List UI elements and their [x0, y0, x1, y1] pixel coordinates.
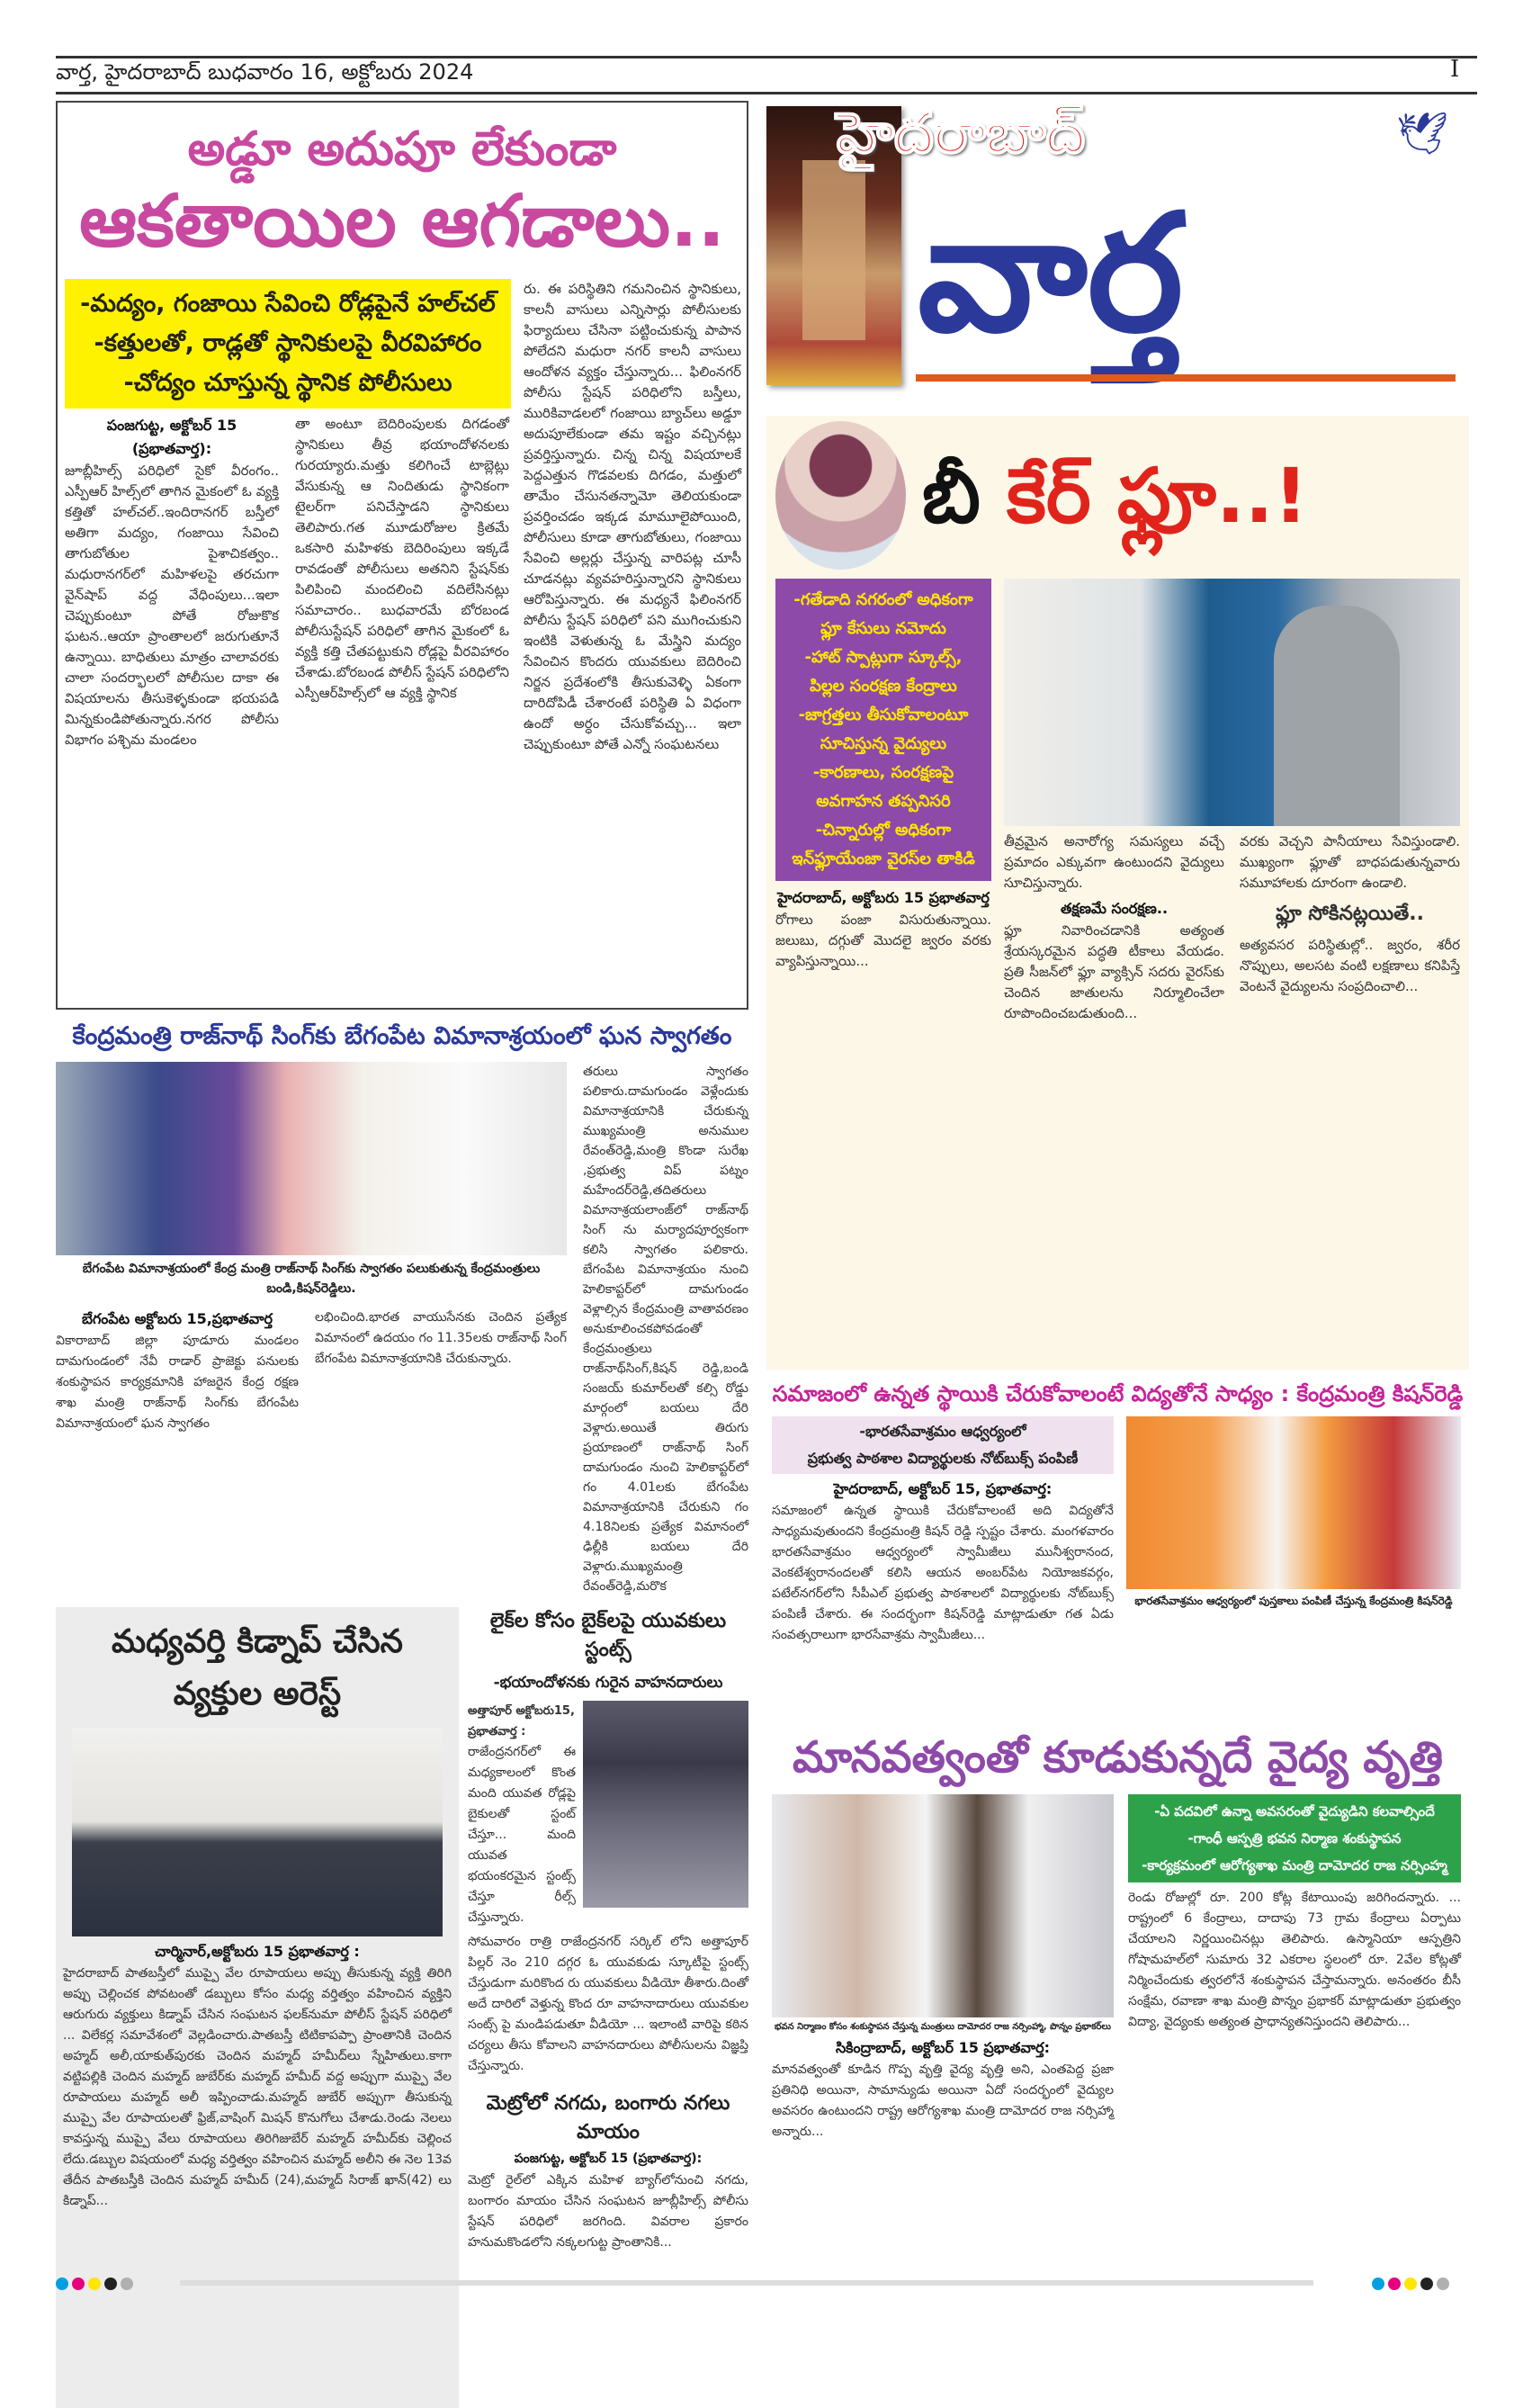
lead-body-row [65, 414, 511, 754]
rajnath-dateline: బేగంపేట అక్టోబరు 15,ప్రభాతవార్త [81, 1310, 273, 1327]
lead-kicker: అడ్డూ అదుపూ లేకుండా [187, 122, 617, 176]
rajnath-body-text: లభించింది.భారత వాయుసేనకు చెందిన ప్రత్యేక విమానంలో ఉదయం గం 11.35లకు రాజ్‌నాథ్ సింగ్ బేగంపేట విమానాశ్రయానికి చేరుకున్నారు. [315, 1310, 567, 1366]
stunt-dateline: అత్తాపూర్ అక్టోబరు15, ప్రభాతవార్త : [468, 1704, 575, 1739]
lead-highlight: -మద్యం, గంజాయి సేవించి రోడ్లపైనే హల్‌చల్ [80, 290, 496, 318]
masthead-underline [916, 374, 1456, 382]
flu-col-1 [775, 886, 991, 975]
flu-col-3 [1240, 831, 1460, 1001]
dove-icon: 🕊 [1396, 109, 1449, 157]
reg-dot [1420, 2278, 1433, 2290]
left-column [56, 101, 748, 2408]
medical-highlight: -కార్యక్రమంలో ఆరోగ్యశాఖ మంత్రి దామోదర రాజ నర్సింహ్మ [1142, 1857, 1447, 1873]
reg-dot [56, 2278, 68, 2290]
medical-photo-caption: భవన నిర్మాణం కోసం శంకుస్థాపన చేస్తున్న మంత్రులు దామోదర రాజ నర్సింహ్మా, పొన్నం ప్రభాకర్‌లు [775, 2022, 1111, 2032]
flu-col-b [1004, 579, 1460, 1028]
flu-highlight: ఫ్లూ కేసులు నమోదు [820, 619, 946, 638]
kishan-right [1126, 1416, 1461, 1609]
kidnap-dateline: చార్మినార్,అక్టోబరు 15 ప్రభాతవార్త : [155, 1943, 360, 1960]
metro-headline: మెట్రోలో నగదు, బంగారు నగలు మాయం [486, 2092, 730, 2143]
metro-dateline: పంజగుట్ట, అక్టోబర్ 15 (ప్రభాతవార్త): [514, 2152, 703, 2166]
reg-dot [121, 2278, 133, 2290]
flu-headline [922, 451, 1308, 541]
lead-story-box [56, 101, 748, 1010]
flu-woman-sofa-photo [1004, 579, 1460, 826]
lead-col-3 [524, 279, 741, 759]
flu-body-text: ఫ్లూ నివారించడానికి అత్యంత శ్రేయస్కరమైన పద్ధతి టీకాలు వేయడం. ప్రతి సీజన్‌లో ఫ్లూ వ్యాక్సిన్ సదరు వైరస్‌కు చెందిన జాతులను నిర్మూలించేలా రూపొందించబడుతుంది... [1004, 922, 1224, 1021]
reg-dot [1388, 2278, 1401, 2290]
reg-dot [88, 2278, 101, 2290]
stunt-headline: లైక్‌ల కోసం బైక్‌లపై యువకులు స్టంట్స్ [489, 1610, 727, 1661]
reg-dot [104, 2278, 117, 2290]
rajnath-photo-caption: బేగంపేట విమానాశ్రయంలో కేంద్ర మంత్రి రాజ్‌నాథ్ సింగ్‌కు స్వాగతం పలుకుతున్న కేంద్రమంత్రులు బండి,కిషన్‌రెడ్డిలు. [82, 1262, 541, 1296]
flu-columns [775, 579, 1460, 1028]
medical-body-text: మానవత్వంతో కూడిన గొప్ప వృత్తి వైద్య వృత్తి అని, ఎంతపెద్ద ప్రజా ప్రతినిధి అయినా, సామాన్యుడు అయినా ఏదో సందర్భంలో వైద్యుల అవసరం ఉంటుందని రాష్ట్ర ఆరోగ్యశాఖ మంత్రి దామోదర రాజ నర్సిహ్మా అన్నారు... [772, 2062, 1114, 2139]
flu-header [775, 421, 1460, 570]
medical-dateline: సికింద్రాబాద్, అక్టోబర్ 15 ప్రభాతవార్త: [835, 2039, 1051, 2056]
reg-dot [72, 2278, 85, 2290]
kidnap-headline-line: వ్యక్తుల అరెస్ట్ [173, 1676, 342, 1712]
masthead-title: వార్త [918, 180, 1184, 368]
rajnath-section [56, 1020, 748, 1600]
flu-subhead: ఫ్లూ సోకినట్లయితే.. [1275, 903, 1425, 925]
kishan-deck: -భారతసేవాశ్రమం ఆధ్వర్యంలో [859, 1423, 1026, 1440]
medical-columns [772, 1794, 1464, 2146]
flu-body-text: తీవ్రమైన అనారోగ్య సమస్యలు వచ్చే ప్రమాదం ఎక్కువగా ఉంటుందని వైద్యులు సూచిస్తున్నారు. [1004, 833, 1224, 891]
lead-highlight: -కత్తులతో, రాడ్లతో స్థానికులపై వీరవిహారం [94, 329, 482, 357]
metro-body-text: మెట్రో రైల్‌లో ఎక్కిన మహిళ బ్యాగ్‌లోనుంచి నగదు, బంగారం మాయం చేసిన సంఘటన జూబ్లీహిల్స్ పోలీసు స్టేషన్ పరిధిలో జరగింది. వివరాల ప్రకారం హనుమకొండలోని నక్కలగుట్ట ప్రాంతానికి... [468, 2173, 748, 2250]
lead-col-1 [65, 414, 279, 754]
medical-section [766, 1730, 1469, 2146]
medical-headline: మానవత్వంతో కూడుకున్నదే వైద్య వృత్తి [793, 1732, 1443, 1783]
kishan-section [766, 1379, 1469, 1721]
charminar-shape [802, 160, 865, 340]
rajnath-columns [56, 1062, 748, 1600]
stunt-body-text: సోమవారం రాత్రి రాజేంద్రనగర్ సర్కిల్ లోని అత్తాపూర్ పిల్లర్ నెం 210 దగ్గర ఓ యువకుడు స్కూటీపై స్టంట్స్ చేస్తుడుగా మరికొంద రు యువకులు వీడియో తీశారు.దింతో అదే దారిలో వెళ్తున్న కొంద రూ వాహనాదారులు యువకుల సంట్స్ పై మండిపడుతూ వీడియో ... ఇలాంటి వారిపై కఠిన చర్యలు తీసు కోవాలని వాహనదారులు పోలీసులను విజ్ఞప్తి చేస్తున్నారు. [468, 1935, 748, 2073]
header-top-rule [56, 56, 1477, 58]
rajnath-left-part [56, 1062, 567, 1438]
kishan-headline: సమాజంలో ఉన్నత స్థాయికి చేరుకోవాలంటే విద్యతోనే సాధ్యం : కేంద్రమంత్రి కిషన్‌రెడ్డి [772, 1381, 1464, 1406]
lead-highlight: -చోద్యం చూస్తున్న స్థానిక పోలీసులు [123, 369, 452, 397]
kishan-left [772, 1416, 1114, 1649]
flu-headline-black: బీ [922, 451, 981, 540]
rajnath-welcome-photo [56, 1062, 567, 1255]
medical-body-text: రెండు రోజుల్లో రూ. 200 కోట్ల కేటాయింపు జరిగిందన్నారు. ... రాష్ట్రంలో 6 కేంద్రాలు, దాదాపు 73 గ్రామ కేంద్రాలు ఏర్పాటు చేయాలని నిర్ణయించినట్లు తెలిపారు. ఉస్మానియా ఆస్పత్రిని గోషామహల్‌లో సుమారు 32 ఎకరాల స్థలంలో రూ. 2వేల కోట్లతో నిర్మించేందుకు త్వరలోనే శంకుస్థాపన చేస్తామన్నారు. అనంతరం బీసీ సంక్షేమ, రవాణా శాఖ మంత్రి పొన్నం ప్రభాకర్ మాట్లాడుతూ ప్రభుత్వం విద్యా, వైద్యంకు అత్యంత ప్రాధాన్యతనిస్తుందని తెలిపారు... [1128, 1891, 1461, 2029]
metro-body [468, 2147, 748, 2257]
lead-col-2 [295, 414, 509, 707]
flu-highlight: ఇన్‌ఫ్లూయేంజా వైరస్‌ల తాకిడి [792, 849, 975, 868]
flu-highlight: -జాగ్రత్తలు తీసుకోవాలంటూ [798, 705, 969, 724]
rajnath-body-row [56, 1307, 567, 1438]
kishan-dateline: హైదరాబాద్, అక్టోబర్ 15, ప్రభాతవార్త: [833, 1480, 1053, 1497]
rajnath-body-text: తరులు స్వాగతం పలికారు.దామగుండం వెళ్లేందుకు విమానాశ్రయానికి చేరుకున్న ముఖ్యమంత్రి అనుముల రేవంత్‌రెడ్డి,మంత్రి కొండా సురేఖ ,ప్రభుత్వ విప్ పట్నం మహేందర్‌రెడ్డి,తదితరులు విమానాశ్రయలాంజ్‌లో రాజ్‌నాథ్ సింగ్ ను మర్యాదపూర్వకంగా కలిసి స్వాగతం పలికారు. బేగంపేట విమానాశ్రయం నుంచి హెలికాప్టర్‌లో దామగుండం వెళ్లాల్సిన కేంద్రమంత్రి వాతావరణం అనుకూలించకపోవడంతో కేంద్రమంత్రులు రాజ్‌నాథ్‌సింగ్,కిషన్ రెడ్డి,బండి సంజయ్ కుమార్‌లతో కల్సి రోడ్డు మార్గంలో బయలు దేరి వెళ్లారు.అయితే తిరుగు ప్రయాణంలో రాజ్‌నాథ్ సింగ్ దామగుండం నుంచి హెలికాప్టర్‌లో గం 4.01లకు బేగంపేట విమానాశ్రయానికి చేరుకుని గం 4.18నిలకు ప్రత్యేక విమానంలో ఢిల్లీకి బయలు దేరి వెళ్లారు.ముఖ్యమంత్రి రేవంత్‌రెడ్డి,మరొక [583, 1065, 748, 1594]
kishan-photo-caption: భారతసేవాశ్రమం ఆధ్వర్యంలో పుస్తకాలు పంపిణీ చేస్తున్న కేంద్రమంత్రి కిషన్‌రెడ్డి [1134, 1595, 1453, 1607]
stunt-bike-photo [583, 1701, 748, 1908]
reg-dot [1404, 2278, 1417, 2290]
kidnap-headline [63, 1616, 452, 1721]
stunt-body-text: రాజేంద్రనగర్‌లో ఈ మధ్యకాలంలో కొంత మంది యువత రోడ్లపై బైకులతో స్టంట్ చేస్తూ... మంది యువత భయంకరమైన స్టంట్స్ చేస్తూ రీల్స్ చేస్తున్నారు. [468, 1745, 576, 1925]
lead-left-part [65, 279, 511, 754]
page-number: I [1450, 56, 1460, 83]
rajnath-col-3 [583, 1062, 748, 1600]
flu-highlight: సూచిస్తున్న వైద్యులు [820, 734, 947, 753]
lead-headline: ఆకతాయిల ఆగడాలు.. [79, 179, 725, 263]
medical-body-left [772, 2036, 1114, 2146]
kidnap-accused-photo [72, 1728, 443, 1936]
rajnath-body-text: వికారాబాద్ జిల్లా పూడూరు మండలం దామగుండంలో నేవీ రాడార్ ప్రాజెక్టు పనులకు శంకుస్థాపన కార్యక్రమానికి హాజరైన కేంద్ర రక్షణ శాఖ మంత్రి రాజ్‌నాథ్ సింగ్‌కు బేగంపేట విమానాశ్రయంలో ఘన స్వాగతం [56, 1334, 299, 1431]
flu-body-text: రోగాలు పంజా విసురుతున్నాయి. జలుబు, దగ్గుతో మొదలై జ్వరం వరకు వ్యాపిస్తున్నాయి... [775, 912, 991, 969]
kishan-deck-box [772, 1416, 1114, 1474]
flu-highlight: -కారణాలు, సంరక్షణపై [812, 763, 954, 782]
registration-dots-left [56, 2277, 137, 2294]
flu-highlights-box [775, 579, 991, 881]
bottom-left-row [56, 1607, 748, 2408]
kishan-books-photo [1126, 1416, 1461, 1589]
masthead-city: హైదరాబాద్ [837, 100, 1086, 166]
medical-right [1128, 1794, 1461, 2036]
kishan-body-text: సమాజంలో ఉన్నత స్థాయికి చేరుకోవాలంటే అది విద్యతోనే సాధ్యమవుతుందని కేంద్రమంత్రి కిషన్ రెడ్డి స్పష్టం చేశారు. మంగళవారం భారతసేవాశ్రమం ఆధ్వర్యంలో స్వామీజీలు మునీశ్వరానంద, వెంకటేశ్వరానందలతో కలిసి ఆయన అంబర్‌పేట నియోజకవర్గం, పటేల్‌నగర్‌లోని సీపీఎల్ ప్రభుత్వ పాఠశాలలో విద్యార్థులకు నోట్‌బుక్స్ పంపిణీ చేశారు. ఈ సందర్భంగా కిషన్‌రెడ్డి మాట్లాడుతూ గత ఏడు సంవత్సరాలుగా భారసేవాశ్రమ స్వామీజీలు... [772, 1504, 1114, 1642]
flu-col-2 [1004, 831, 1224, 1028]
kishan-deck: ప్రభుత్వ పాఠశాల విద్యార్థులకు నోట్‌బుక్స్ పంపిణీ [807, 1450, 1079, 1467]
reg-dot [1437, 2278, 1449, 2290]
right-column [766, 99, 1469, 2146]
kidnap-headline-line: మధ్యవర్తి కిడ్నాప్ చేసిన [112, 1623, 403, 1660]
lead-dateline: పంజగుట్ట, అక్టోబర్ 15 (ప్రభాతవార్త): [106, 417, 237, 457]
lead-body-text: తా అంటూ బెదిరింపులకు దిగడంతో స్థానికులు తీవ్ర భయాందోళనలకు గురయ్యారు.మత్తు కలిగించే టాబ్లెట్లు వేసుకున్న ఆ నిందితుడు స్థానికంగా టైలర్‌గా పనిచేస్తాడని స్థానికులు తెలిపారు.గత మూడురోజుల క్రితమే ఒకసారి మహిళకు బెదిరింపులు ఇక్కడే రావడంతో పోలీసులు అతనిని స్టేషన్‌కు పిలిపించి మందలించి వదిలేసినట్లు సమాచారం.. బుధవారమే బోరబండ పోలీసుస్టేషన్ పరిధిలో తాగిన మైకంలో ఓ వ్యక్తి కత్తి చేతపట్టుకుని రోడ్లపై వీరవిహారం చేశాడు.బోరబండ పోలీస్ స్టేషన్ పరిధిలోని ఎస్పీఆర్‌హిల్స్‌లో ఆ వ్యక్తి స్థానిక [295, 416, 509, 701]
flu-headline-red: కేర్ ఫ్లూ..! [1007, 451, 1309, 540]
kidnap-body-text: హైదరాబాద్ పాతబస్తీలో ముప్పై వేల రూపాయలు అప్పు తీసుకున్న వ్యక్తి తిరిగి అప్పు చెల్లించక పోవటంతో డబ్బులు కోసం మధ్య వర్తిత్వం వహించిన వ్యక్తిని ఆరుగురు వ్యక్తులు కిడ్నాప్ చేసిన సంఘటన ఫలక్‌నుమా పోలీస్ స్టేషన్ పరిధిలో ... విలేకర్ల సమావేశంలో వెల్లడించారు.పాతబస్తీ టిటికాపప్పా ప్రాంతానికి చెందిన అహ్మద్ అలీ,యాకుత్‌పురకు చెందిన మహ్మద్ హమీద్‌లు స్నేహితులు.కాగా వట్టిపల్లికి చెందిన మహ్మద్ జుబేర్‌కు మహ్మద్ హమీద్ వద్ద అప్పుగా ముప్పై వేల రూపాయలు మహ్మద్ అలీ ఇప్పించాడు.మహ్మద్ జుబేర్ అప్పుగా తీసుకున్న ముప్పై వేల రూపాయలతో ఫ్రిజ్,వాషింగ్ మిషన్ కొనుగోలు చేశాడు.రెండు నెలలు కావస్తున్న ముప్పై వేలు రూపాయలు తిరిగిజుబేర్ మహ్మద్ హమీద్‌కు చెల్లించ లేదు.డబ్బుల విషయంలో మధ్య వర్తిత్వం వహించిన మహ్మద్ అలీని ఈ నెల 13వ తేదీన పాతబస్తీకి చెందిన మహ్మద్ హమీద్ (24),మహ్మద్ సిరాజ్ ఖాన్(42) లు కిడ్నాప్... [63, 1966, 452, 2208]
lead-columns [65, 279, 739, 759]
stunt-deck: -భయాందోళనకు గురైన వాహనదారులు [493, 1674, 723, 1692]
folio-line: వార్త, హైదరాబాద్ బుధవారం 16, అక్టోబరు 2024 [56, 59, 474, 85]
flu-col-a [775, 579, 991, 975]
header-bottom-rule [56, 92, 1477, 94]
flu-body-text: వరకు వెచ్చని పానీయాలు సేవిస్తుండాలి. ముఖ్యంగా ఫ్లూతో బాధపడుతున్నవారు సమూహాలకు దూరంగా ఉండాలి. [1240, 833, 1460, 891]
flu-highlight: -హాట్ స్పాట్లుగా స్కూల్స్, [804, 648, 963, 667]
medical-highlights-box [1128, 1794, 1461, 1882]
reg-dot [1372, 2278, 1384, 2290]
woman-blanket-shape [1274, 606, 1400, 826]
flu-subhead: తక్షణమే సంరక్షణ.. [1060, 900, 1169, 917]
masthead [766, 99, 1469, 405]
flu-highlight: అవగాహన తప్పనిసరి [816, 792, 951, 811]
flu-body-text: అత్యవసర పరిస్థితుల్లో.. జ్వరం, శరీర నొప్పులు, అలసట వంటి లక్షణాలు కనిపిస్తే వెంటనే వైద్యులను సంప్రదించాలి... [1240, 937, 1460, 994]
lead-highlights-box [65, 279, 511, 409]
stunt-body [468, 1701, 748, 2080]
flu-highlight: -చిన్నారుల్లో అధికంగా [815, 821, 952, 840]
registration-bar [180, 2280, 1313, 2286]
flu-section [766, 416, 1469, 1370]
flu-body-row [1004, 831, 1460, 1028]
flu-dateline: హైదరాబాద్, అక్టోబరు 15 ప్రభాతవార్త [777, 889, 990, 906]
kidnap-body [63, 1940, 452, 2215]
kishan-body [772, 1478, 1114, 1649]
medical-highlight: -గాంధీ ఆస్పత్రి భవన నిర్మాణ శంకుస్థాపన [1187, 1830, 1402, 1846]
registration-dots-right [1372, 2277, 1453, 2294]
medical-foundation-photo [772, 1794, 1114, 2017]
rajnath-col-2 [315, 1307, 567, 1373]
rajnath-col-1 [56, 1307, 299, 1438]
flu-highlight: -గతేడాది నగరంలో అధికంగా [793, 590, 973, 609]
rajnath-headline: కేంద్రమంత్రి రాజ్‌నాథ్ సింగ్‌కు బేగంపేట విమానాశ్రయంలో ఘన స్వాగతం [72, 1022, 732, 1050]
medical-left [772, 1794, 1114, 2146]
flu-woman-circle-photo [775, 421, 906, 570]
kishan-columns [772, 1416, 1464, 1649]
medical-highlight: -ఏ పదవిలో ఉన్నా అవసరంతో వైద్యుడిని కలవాల్సిందే [1154, 1803, 1435, 1819]
medical-body-right [1128, 1888, 1461, 2036]
flu-highlight: పిల్లల సంరక్షణ కేంద్రాలు [810, 677, 957, 696]
stunt-metro-column [468, 1607, 748, 2257]
lead-body-text: రు. ఈ పరిస్థితిని గమనించిన స్థానికులు, కాలనీ వాసులు ఎన్నిసార్లు పోలీసులకు ఫిర్యాదులు చేసినా పట్టించుకున్న పాపాన పోలేదని మధురా నగర్ కాలనీ వాసులు ఆందోళన వ్యక్తం చేస్తున్నారు... ఫిలింనగర్ పోలీసు స్టేషన్ పరిధిలోని బస్తీలు, మురికివాడలలో గంజాయి బ్యాచ్‌లు అడ్డూ అదుపూలేకుండా తమ ఇష్టం వచ్చినట్లు ప్రవర్తిస్తున్నారు. చిన్న చిన్న విషయాలకే పెద్దఎత్తున గొడవలకు దిగడం, మత్తులో తామేం చేసునతన్నామో తెలియకుండా ప్రవర్తించడం ఇక్కడ మామూలైపోయింది, పోలీసులు కూడా తాగుబోతులు, గంజాయి సేవించి అల్లర్లు చేస్తున్న వారిపట్ల చూసీ చూడనట్లు వ్యవహరిస్తున్నారని స్థానికులు ఆరోపిస్తున్నారు. ఈ మధ్యనే ఫిలింనగర్ పోలీసు స్టేషన్ పరిధిలో పని ముగించుకుని ఇంటికి వెళుతున్న ఓ మేస్త్రిని మద్యం సేవించిన కొందరు యువకులు బెదిరించి నిర్జన ప్రదేశంలోకి తీసుకువెళ్ళి ఏకంగా దారిదోపిడీ చేశారంటే పరిస్థితి ఏ విధంగా ఉందో అర్ధం చేసుకోవచ్చు... ఇలా చెప్పుకుంటూ పోతే ఎన్నో సంఘటనలు [524, 281, 741, 752]
lead-body-text: జూబ్లీహిల్స్ పరిధిలో సైకో వీరంగం.. ఎస్పీఆర్ హిల్స్‌లో తాగిన మైకంలో ఓ వ్యక్తి కత్తితో హల్‌చల్..ఇందిరానగర్ బస్తీలో అతిగా మద్యం, గంజాయి సేవించి తాగుబోతుల పైశాచికత్వం.. మధురానగర్‌లో మహిళలపై తరచుగా వైన్‌షాప్ వద్ద వేధింపులు...ఇలా చెప్పుకుంటూ పోతే రోజుకొక ఘటన..ఆయా ప్రాంతాలలో జరుగుతూనే ఉన్నాయి. బాధితులు మాత్రం చాలావరకు చాలా సందర్భాలలో పోలీసుల దాకా ఈ విషయాలను తీసుకెళ్ళకుండా భయపడి మిన్నకుండిపోతున్నారు.నగర పోలీసు విభాగం పశ్చిమ మండలం [65, 463, 279, 748]
